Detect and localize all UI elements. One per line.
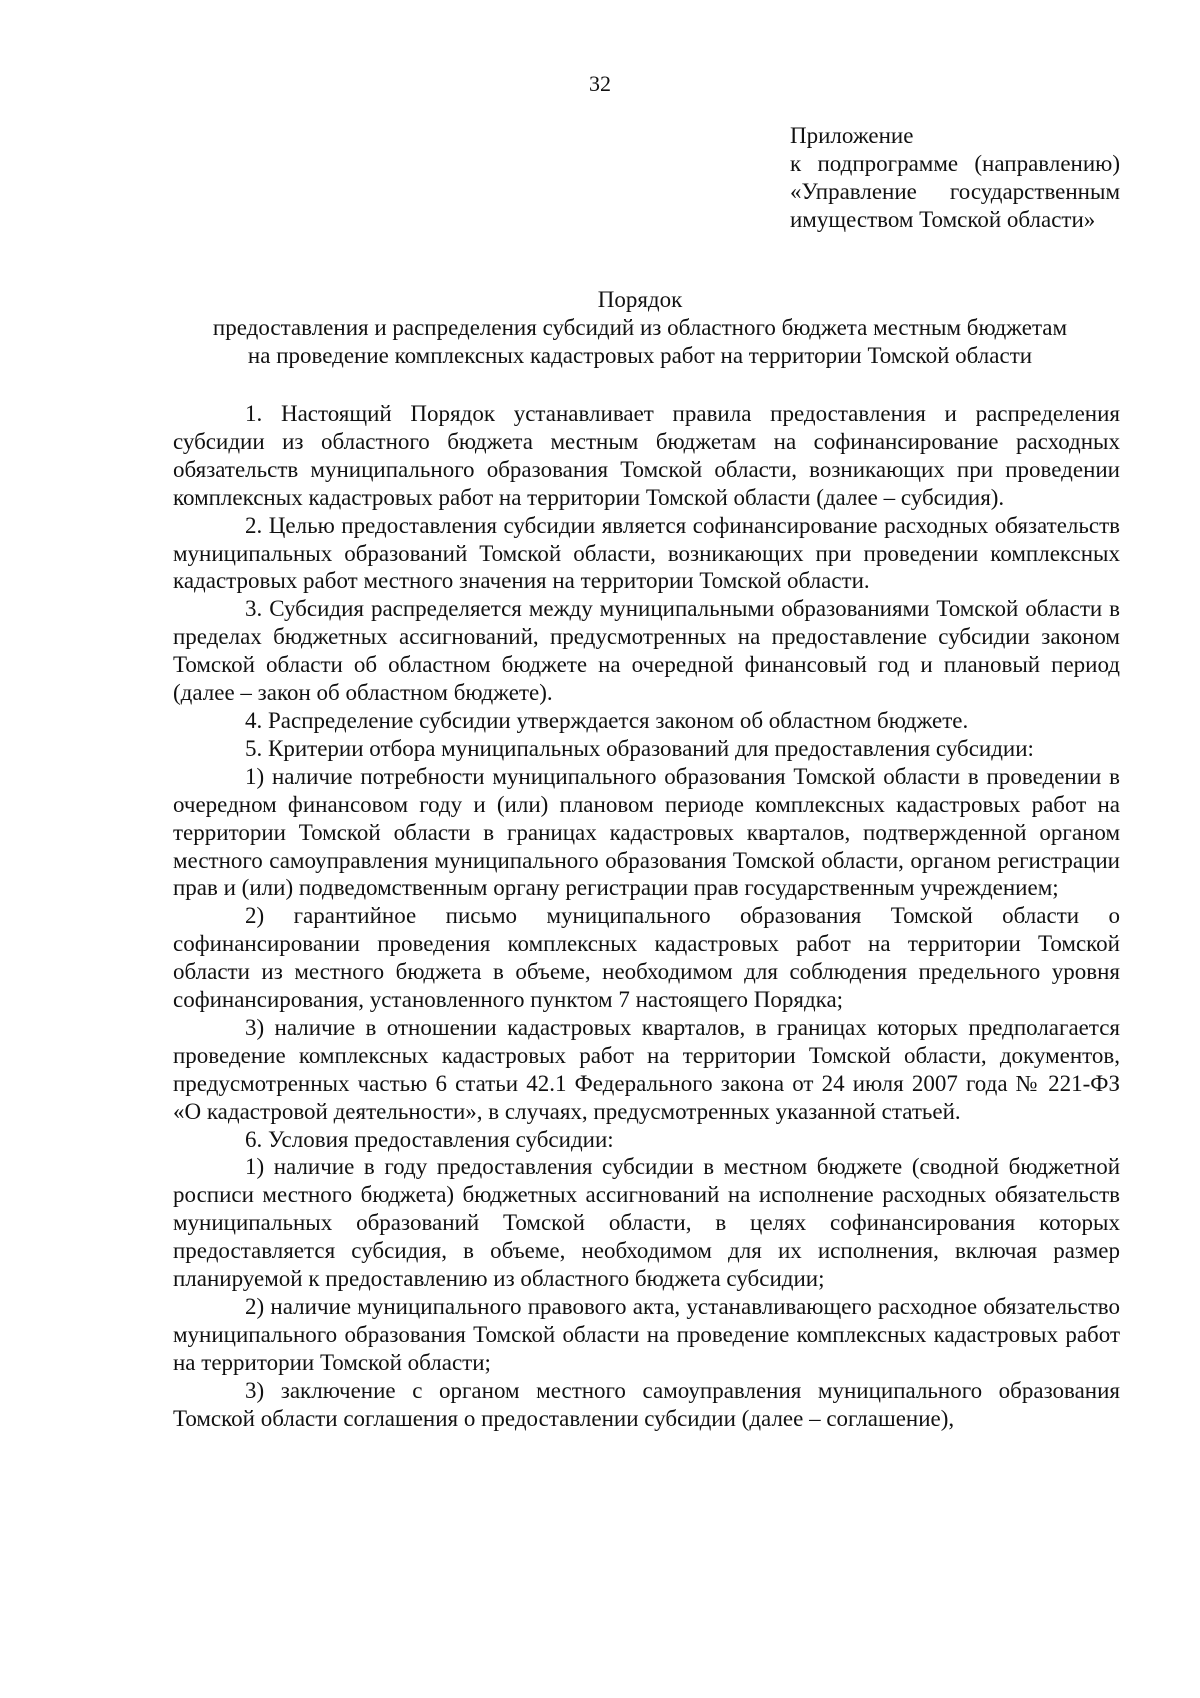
appendix-line-4: имуществом Томской области»: [790, 207, 1096, 232]
paragraph-5: 5. Критерии отбора муниципальных образований для предоставления субсидии:: [245, 735, 1034, 761]
paragraph-6-item-2: 2) наличие муниципального правового акта, устанавливающего расходное обязательство муниципального образования Томской области на проведение комплексных кадастровых работ на территории Томской области;: [173, 1294, 1120, 1375]
document-title: [160, 286, 1120, 370]
appendix-line-3: «Управление государственным: [790, 179, 1120, 204]
appendix-note: [790, 122, 1120, 234]
title-line-2: на проведение комплексных кадастровых работ на территории Томской области: [247, 343, 1033, 368]
page-number: 32: [589, 71, 611, 96]
paragraph-2: 2. Целью предоставления субсидии является софинансирование расходных обязательств муниципальных образований Томской области, возникающих при проведении комплексных кадастровых работ местного значения на территории Томской области.: [173, 512, 1120, 594]
paragraph-4: 4. Распределение субсидии утверждается законом об областном бюджете.: [245, 707, 969, 733]
paragraph-5-item-3: 3) наличие в отношении кадастровых кварталов, в границах которых предполагается проведение комплексных кадастровых работ на территории Томской области, документов, предусмотренных частью 6 статьи 42.1 Федерального закона от 24 июля 2007 года № 221-ФЗ «О кадастровой деятельности», в случаях, предусмотренных указанной статьей.: [173, 1014, 1120, 1124]
title-line-1: предоставления и распределения субсидий из областного бюджета местным бюджетам: [212, 315, 1068, 340]
document-body: [173, 400, 1120, 1433]
paragraph-1: 1. Настоящий Порядок устанавливает правила предоставления и распределения субсидии из областного бюджета местным бюджетам на софинансирование расходных обязательств муниципального образования Томской области, возникающих при проведении комплексных кадастровых работ на территории Томской области (далее – субсидия).: [173, 401, 1120, 510]
title-heading: Порядок: [597, 287, 683, 312]
appendix-line-1: Приложение: [790, 123, 914, 148]
paragraph-3: 3. Субсидия распределяется между муниципальными образованиями Томской области в пределах бюджетных ассигнований, предусмотренных на предоставление субсидии законом Томской области об областном бюджете на очередной финансовый год и плановый период (далее – закон об областном бюджете).: [173, 596, 1120, 706]
paragraph-5-item-2: 2) гарантийное письмо муниципального образования Томской области о софинансировании проведения комплексных кадастровых работ на территории Томской области из местного бюджета в объеме, необходимом для соблюдения предельного уровня софинансирования, установленного пунктом 7 настоящего Порядка;: [173, 903, 1120, 1013]
paragraph-6: 6. Условия предоставления субсидии:: [245, 1126, 614, 1152]
appendix-line-2: к подпрограмме (направлению): [790, 151, 1120, 176]
paragraph-6-item-3: 3) заключение с органом местного самоуправления муниципального образования Томской области соглашения о предоставлении субсидии (далее – соглашение),: [173, 1377, 1120, 1431]
paragraph-6-item-1: 1) наличие в году предоставления субсидии в местном бюджете (сводной бюджетной росписи местного бюджета) бюджетных ассигнований на исполнение расходных обязательств муниципальных образований Томской области, в целях софинансирования которых предоставляется субсидия, в объеме, необходимом для их исполнения, включая размер планируемой к предоставлению из областного бюджета субсидии;: [173, 1154, 1120, 1292]
paragraph-5-item-1: 1) наличие потребности муниципального образования Томской области в проведении в очередном финансовом году и (или) плановом периоде комплексных кадастровых работ на территории Томской области в границах кадастровых кварталов, подтвержденной органом местного самоуправления муниципального образования Томской области, органом регистрации прав и (или) подведомственным органу регистрации прав государственным учреждением;: [173, 763, 1120, 901]
